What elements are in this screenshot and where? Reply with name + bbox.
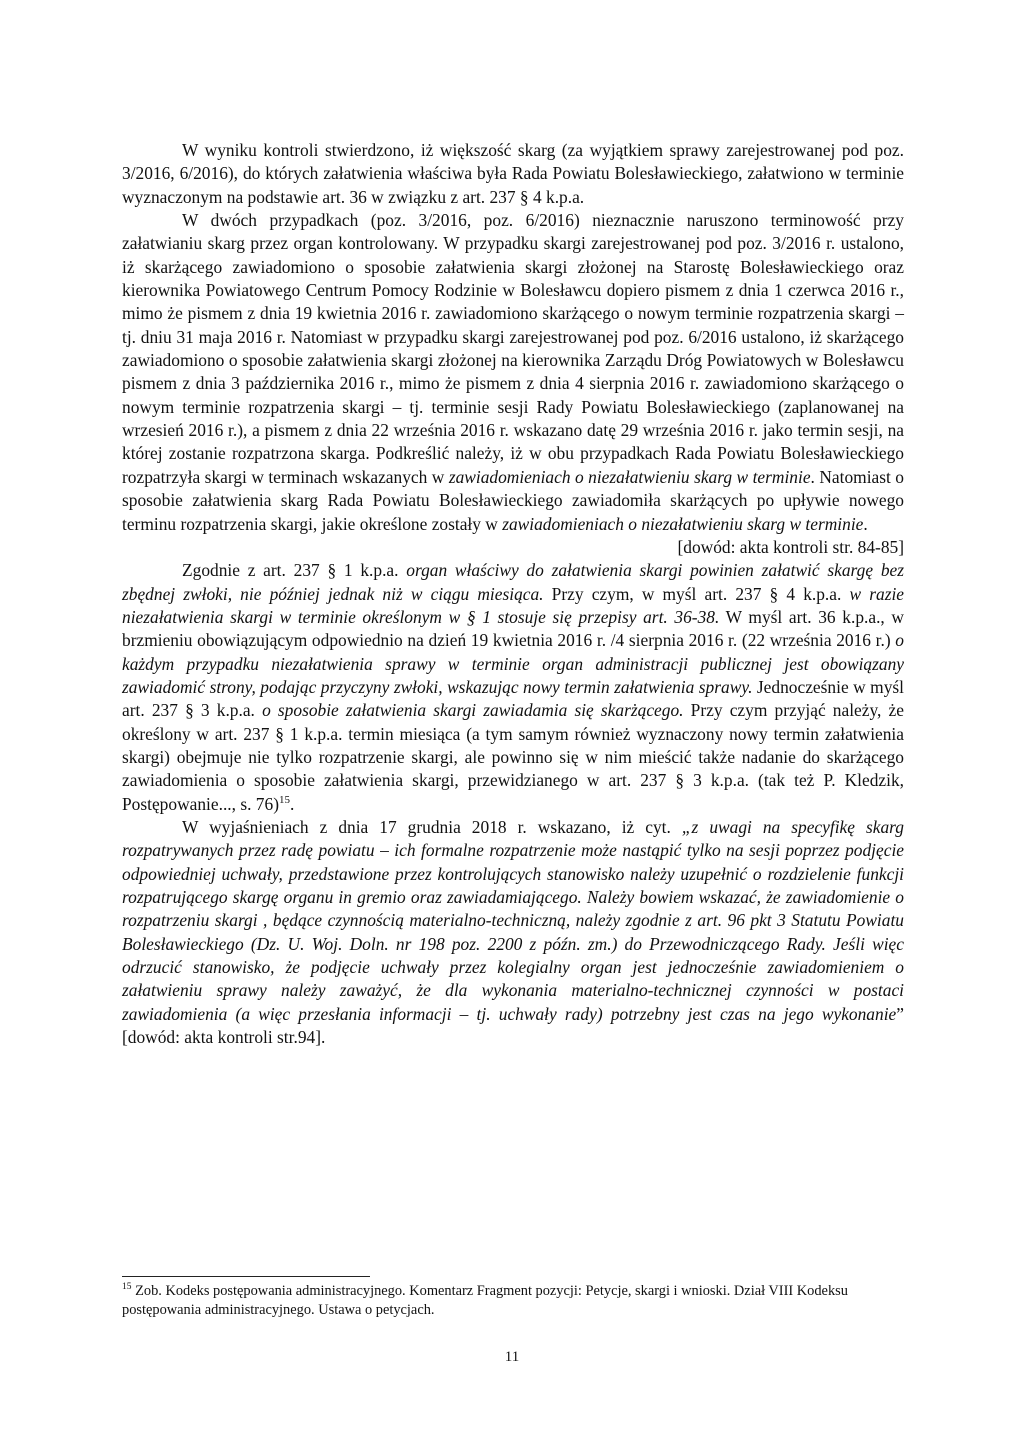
footnote-number: 15 — [122, 1282, 132, 1293]
italic-run: „z uwagi na specyfikę skarg rozpatrywanych przez radę powiatu – ich formalne rozpatrzenie może nastąpić tylko na sesji poprzez podjęcie odpowiedniej uchwały, przedstawione przez kontrolujących stanowisko należy uzupełnić o rozdzielenie funkcji rozpatrującego skargę organu in gremio oraz zawiadamiającego. Należy bowiem wskazać, że zawiadomienie o rozpatrzeniu skargi , będące czynnością materialno-techniczną, należy zgodnie z art. 96 pkt 3 Statutu Powiatu Bolesławieckiego (Dz. U. Woj. Doln. nr 198 poz. 2200 z późn. zm.) do Przewodniczącego Rady. Jeśli więc odrzucić stanowisko, że podjęcie uchwały przez kolegialny organ jest jednocześnie zawiadomieniem o załatwieniu sprawy należy zaważyć, że dla wykonania materialno-technicznej czynności w postaci zawiadomienia (a więc przesłania informacji – tj. uchwały rady) potrzebny jest czas na jego wykonanie — [122, 816, 904, 1024]
text-run: [dowód: akta kontroli str. 84-85] — [677, 536, 904, 557]
text-run: W wyniku kontroli stwierdzono, iż większość skarg (za wyjątkiem sprawy zarejestrowanej pod poz. 3/2016, 6/2016), do których załatwienia właściwa była Rada Powiatu Bolesławieckiego, załatwiono w terminie wyznaczonym na podstawie art. 36 w związku z art. 237 § 4 k.p.a. — [122, 140, 904, 207]
footnote-reference: 15 — [278, 793, 290, 806]
text-run: Przy czym przyjąć należy, że określony w art. 237 § 1 k.p.a. termin miesiąca (a tym samym również wyznaczony nowy termin załatwienia skargi) obejmuje nie tylko rozpatrzenie skargi, ale powinno się w nim mieścić także nadanie do skarżącego zawiadomienia o sposobie załatwienia skargi, przewidzianego w art. 237 § 3 k.p.a. (tak też P. Kledzik, Postępowanie..., s. 76) — [122, 700, 904, 814]
text-run: . — [289, 793, 295, 814]
italic-run: zawiadomieniach o niezałatwieniu skarg w terminie — [502, 513, 864, 534]
italic-run: organ właściwy do załatwienia skargi powinien załatwić skargę bez zbędnej zwłoki, nie później jednak niż w ciągu miesiąca. — [122, 560, 904, 604]
footnote-separator — [122, 1276, 370, 1277]
text-run: Jednocześnie w myśl art. 237 § 3 k.p.a. — [122, 676, 904, 721]
paragraph — [122, 816, 904, 1049]
paragraph — [122, 209, 904, 536]
paragraph — [122, 139, 904, 209]
italic-run: zawiadomieniach o niezałatwieniu skarg w terminie — [448, 466, 811, 487]
text-run: ” [dowód: akta kontroli str.94]. — [122, 1003, 904, 1048]
italic-run: o każdym przypadku niezałatwienia sprawy w terminie organ administracji publicznej jest obowiązany zawiadomić strony, podając przyczyny zwłoki, wskazując nowy termin załatwienia sprawy. — [122, 630, 904, 697]
text-run: W wyjaśnieniach z dnia 17 grudnia 2018 r. wskazano, iż cyt. — [182, 816, 682, 837]
footnote-15 — [122, 1282, 904, 1320]
text-run: . Natomiast o sposobie załatwienia skarg Rada Powiatu Bolesławieckiego zawiadomiła skarżących po upływie nowego terminu rozpatrzenia skargi, jakie określone zostały w — [122, 466, 904, 534]
document-body — [122, 139, 904, 1049]
evidence-reference — [122, 536, 904, 559]
text-run: . — [863, 513, 868, 534]
text-run: Zgodnie z art. 237 § 1 k.p.a. — [182, 560, 407, 581]
text-run: W myśl art. 36 k.p.a., w brzmieniu obowiązującym odpowiednio na dzień 19 kwietnia 2016 r. /4 sierpnia 2016 r. (22 września 2016 r.) — [122, 606, 904, 651]
italic-run: o sposobie załatwienia skargi zawiadamia się skarżącego. — [262, 700, 684, 721]
footnote-text: Zob. Kodeks postępowania administracyjnego. Komentarz Fragment pozycji: Petycje, skargi i wnioski. Dział VIII Kodeksu postępowania administracyjnego. Ustawa o petycjach. — [122, 1283, 848, 1318]
text-run: Przy czym, w myśl art. 237 § 4 k.p.a. — [543, 583, 850, 604]
italic-run: w razie niezałatwienia skargi w terminie określonym w § 1 stosuje się przepisy art. 36-38. — [122, 583, 905, 627]
page-number: 11 — [504, 1349, 520, 1365]
text-run: W dwóch przypadkach (poz. 3/2016, poz. 6/2016) nieznacznie naruszono terminowość przy załatwianiu skarg przez organ kontrolowany. W przypadku skargi zarejestrowanej pod poz. 3/2016 r. ustalono, iż skarżącego zawiadomiono o sposobie załatwienia skargi złożonej na Starostę Bolesławieckiego oraz kierownika Powiatowego Centrum Pomocy Rodzinie w Bolesławcu dopiero pismem z dnia 1 czerwca 2016 r., mimo że pismem z dnia 19 kwietnia 2016 r. zawiadomiono skarżącego o nowym terminie rozpatrzenia skargi – tj. dniu 31 maja 2016 r. Natomiast w przypadku skargi zarejestrowanej pod poz. 6/2016 ustalono, iż skarżącego zawiadomiono o sposobie załatwienia skargi złożonej na kierownika Zarządu Dróg Powiatowych w Bolesławcu pismem z dnia 3 października 2016 r., mimo że pismem z dnia 4 sierpnia 2016 r. zawiadomiono skarżącego o nowym terminie rozpatrzenia skargi – tj. terminie sesji Rady Powiatu Bolesławieckiego (zaplanowanej na wrzesień 2016 r.), a pismem z dnia 22 września 2016 r. wskazano datę 29 września 2016 r. jako termin sesji, na której zostanie rozpatrzona skarga. Podkreślić należy, iż w obu przypadkach Rada Powiatu Bolesławieckiego rozpatrzyła skargi w terminach wskazanych w — [122, 210, 904, 487]
paragraph — [122, 559, 904, 816]
